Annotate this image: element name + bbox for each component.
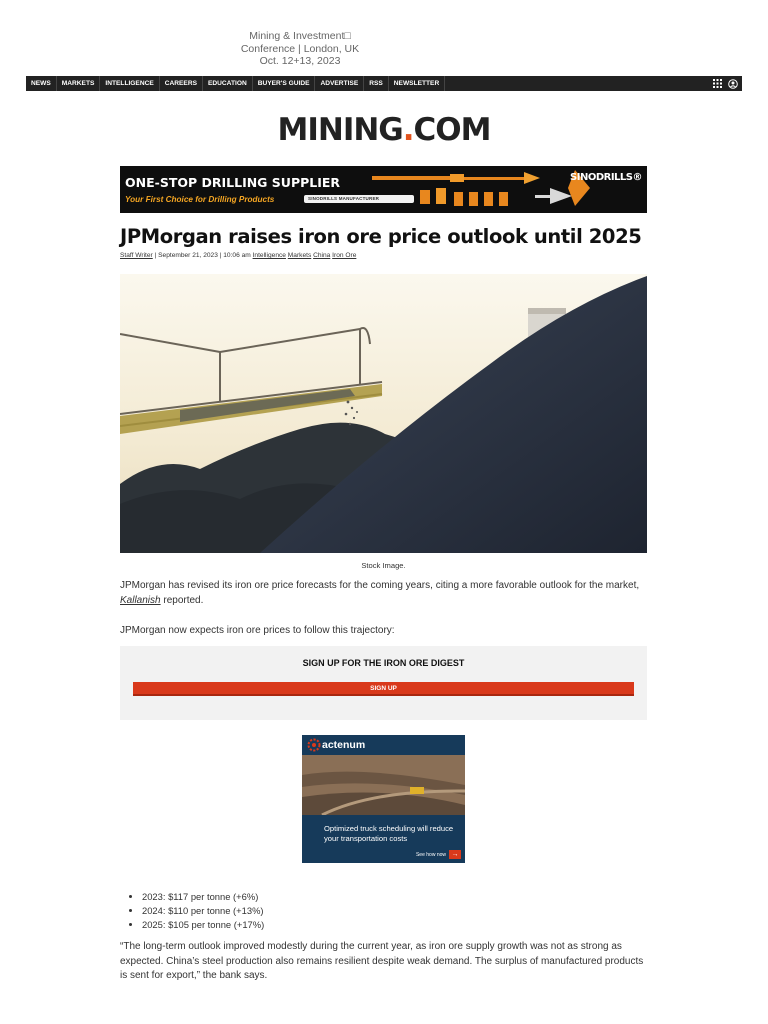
conference-promo[interactable] xyxy=(230,30,370,68)
promo-line-3: Oct. 12+13, 2023 xyxy=(259,55,341,67)
paragraph-1-text-b: reported. xyxy=(160,594,204,606)
banner-brand: SINODRILLS® xyxy=(570,172,642,183)
promo-line-1: Mining & Investment□ xyxy=(249,30,351,42)
tag-intelligence[interactable]: Intelligence xyxy=(252,252,286,259)
tag-iron-ore[interactable]: Iron Ore xyxy=(332,252,357,259)
list-item: • 2023: $117 per tonne (+6%) xyxy=(142,890,264,904)
logo-main: MINING xyxy=(277,112,403,148)
user-account-icon[interactable] xyxy=(728,79,738,89)
signup-title: SIGN UP FOR THE IRON ORE DIGEST xyxy=(302,658,465,668)
promo-line-2: Conference | London, UK xyxy=(240,42,360,55)
banner-title: ONE-STOP DRILLING SUPPLIER xyxy=(125,175,341,190)
article-meta: Staff Writer | September 21, 2023 | 10:06 am Intelligence Markets China Iron Ore xyxy=(120,252,357,259)
site-logo[interactable] xyxy=(0,112,768,148)
actenum-ad[interactable] xyxy=(302,735,465,863)
nav-item-rss[interactable]: RSS xyxy=(364,76,389,91)
article-title: JPMorgan raises iron ore price outlook until 2025 xyxy=(120,225,642,248)
nav-item-markets[interactable]: MARKETS xyxy=(57,76,101,91)
ad-cta[interactable] xyxy=(413,850,461,859)
paragraph-1-text-a: JPMorgan has revised its iron ore price forecasts for the coming years, citing a more favorable outlook for the market, xyxy=(120,580,640,591)
ad-brand: actenum xyxy=(322,739,366,751)
nav-item-intelligence[interactable]: INTELLIGENCE xyxy=(100,76,159,91)
article-paragraph-2: JPMorgan now expects iron ore prices to follow this trajectory: xyxy=(120,625,395,636)
author-link[interactable]: Staff Writer xyxy=(120,252,153,259)
image-caption: Stock Image. xyxy=(361,561,406,570)
article-paragraph-1 xyxy=(120,579,647,608)
nav-item-buyers-guide[interactable]: BUYER'S GUIDE xyxy=(253,76,316,91)
arrow-right-icon: → xyxy=(449,850,461,859)
nav-icons xyxy=(713,79,742,89)
source-link-kallanish[interactable]: Kallanish xyxy=(120,594,161,606)
nav-item-newsletter[interactable]: NEWSLETTER xyxy=(389,76,445,91)
tag-china[interactable]: China xyxy=(313,252,331,259)
article-date: September 21, 2023 | 10:06 am xyxy=(158,252,251,259)
banner-tool-label: SINODRILLS MANUFACTURER xyxy=(308,196,380,201)
logo-dot: . xyxy=(402,112,414,148)
nav-item-news[interactable]: NEWS xyxy=(26,76,57,91)
actenum-logo-icon xyxy=(308,739,320,751)
grid-menu-icon[interactable] xyxy=(713,79,722,88)
price-forecast-list xyxy=(130,890,264,932)
hero-image xyxy=(120,274,647,553)
drilling-banner-ad[interactable] xyxy=(120,166,647,213)
article-quote-paragraph: “The long-term outlook improved modestly during the current year, as iron ore supply growth was not as strong as expected. China’s steel production also remains resilient despite weak demand. The surplus of manufactured products is sent for export,” the bank says. xyxy=(120,941,644,981)
nav-item-careers[interactable]: CAREERS xyxy=(160,76,203,91)
newsletter-signup-box xyxy=(120,646,647,720)
banner-subtitle: Your First Choice for Drilling Products xyxy=(125,195,275,204)
list-item: • 2025: $105 per tonne (+17%) xyxy=(142,918,264,932)
signup-button[interactable]: SIGN UP xyxy=(133,682,634,696)
mine-photo xyxy=(302,735,465,863)
ad-text: Optimized truck scheduling will reduce your transportation costs xyxy=(324,824,454,843)
list-item: • 2024: $110 per tonne (+13%) xyxy=(142,904,264,918)
nav-item-education[interactable]: EDUCATION xyxy=(203,76,253,91)
nav-item-advertise[interactable]: ADVERTISE xyxy=(315,76,364,91)
main-nav xyxy=(26,76,742,91)
tag-markets[interactable]: Markets xyxy=(287,252,312,259)
logo-tld: COM xyxy=(413,112,491,148)
ad-cta-label: See how now xyxy=(415,851,446,858)
